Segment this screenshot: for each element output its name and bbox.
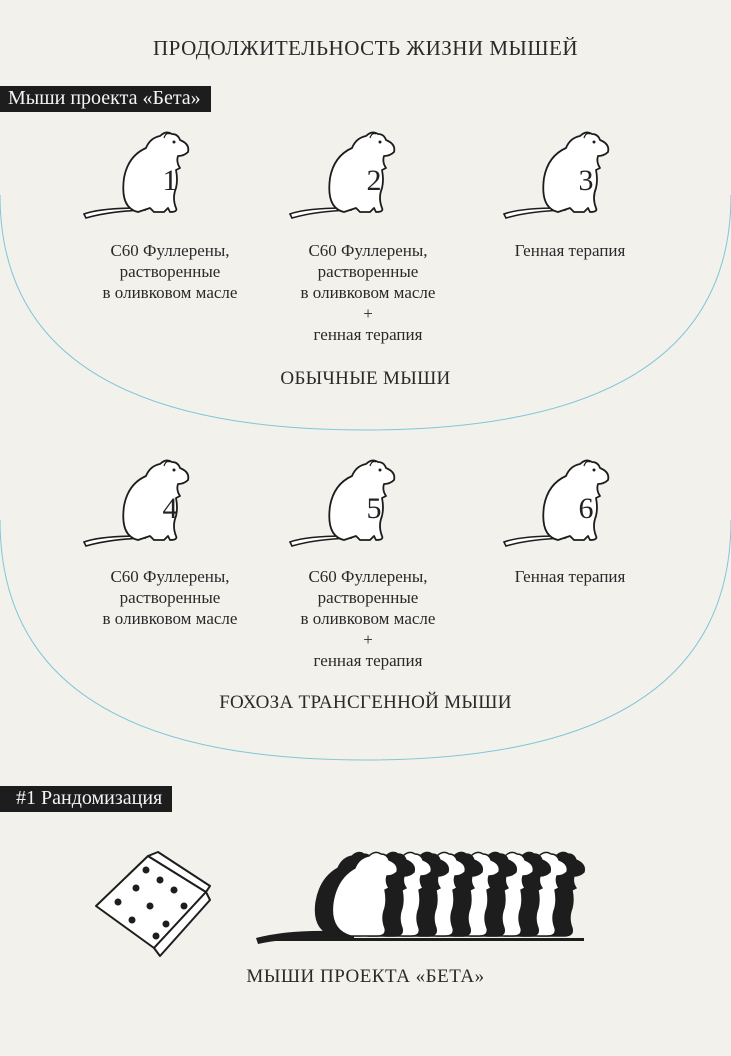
caption-2: C60 Фуллерены, растворенные в оливковом масле + генная терапия xyxy=(300,241,436,344)
mouse-3 xyxy=(500,128,618,233)
caption-4: C60 Фуллерены, растворенные в оливковом масле xyxy=(102,567,238,628)
mouse-number: 2 xyxy=(366,164,382,197)
dice-icon xyxy=(88,848,218,964)
caption-5: C60 Фуллерены, растворенные в оливковом масле + генная терапия xyxy=(300,567,436,670)
mouse-6 xyxy=(500,456,618,561)
mouse-number: 6 xyxy=(578,492,594,525)
group-label-normal: ОБЫЧНЫЕ МЫШИ xyxy=(280,368,451,389)
mouse-2 xyxy=(286,128,404,233)
mouse-number: 1 xyxy=(162,164,178,197)
group-label-transgenic: FОХОЗА ТРАНСГЕННОЙ МЫШИ xyxy=(219,692,512,713)
mouse-stack-base xyxy=(258,938,584,941)
footer-label: МЫШИ ПРОЕКТА «БЕТА» xyxy=(246,966,485,987)
project-tag: Мыши проекта «Бета» xyxy=(0,86,211,112)
mouse-number: 4 xyxy=(162,492,178,525)
mouse-4 xyxy=(80,456,198,561)
mouse-number: 5 xyxy=(366,492,382,525)
page-title: ПРОДОЛЖИТЕЛЬНОСТЬ ЖИЗНИ МЫШЕЙ xyxy=(152,36,579,60)
mouse-stack-icon xyxy=(254,848,604,948)
mouse-1 xyxy=(80,128,198,233)
mouse-number: 3 xyxy=(578,164,594,197)
mouse-5 xyxy=(286,456,404,561)
randomization-tag: #1 Рандомизация xyxy=(0,786,172,812)
caption-6: Генная терапия xyxy=(514,567,626,586)
caption-1: C60 Фуллерены, растворенные в оливковом масле xyxy=(102,241,238,302)
caption-3: Генная терапия xyxy=(514,241,626,260)
